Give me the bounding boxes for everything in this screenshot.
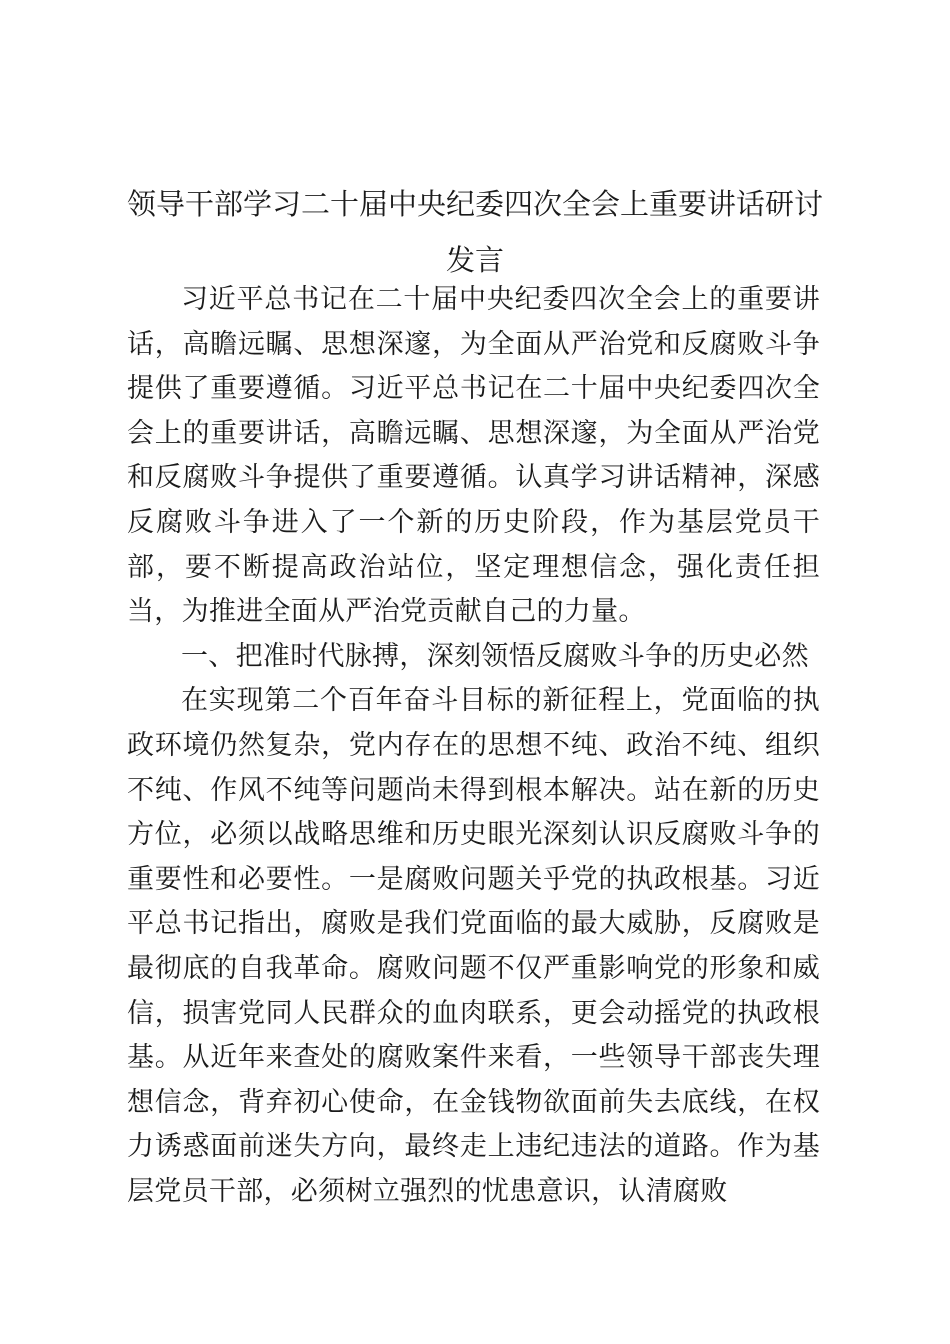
section-heading: 一、把准时代脉搏，深刻领悟反腐败斗争的历史必然 xyxy=(181,640,809,672)
document-body xyxy=(127,278,820,1214)
intro-paragraph: 习近平总书记在二十届中央纪委四次全会上的重要讲话，高瞻远瞩、思想深邃，为全面从严治党和反腐败斗争提供了重要遵循。习近平总书记在二十届中央纪委四次全会上的重要讲话，高瞻远瞩、思想深邃，为全面从严治党和反腐败斗争提供了重要遵循。认真学习讲话精神，深感反腐败斗争进入了一个新的历史阶段，作为基层党员干部，要不断提高政治站位，坚定理想信念，强化责任担当，为推进全面从严治党贡献自己的力量。 xyxy=(127,284,820,628)
document-title: 领导干部学习二十届中央纪委四次全会上重要讲话研讨发言 xyxy=(126,187,823,277)
section-paragraph: 在实现第二个百年奋斗目标的新征程上，党面临的执政环境仍然复杂，党内存在的思想不纯、政治不纯、组织不纯、作风不纯等问题尚未得到根本解决。站在新的历史方位，必须以战略思维和历史眼光深刻认识反腐败斗争的重要性和必要性。一是腐败问题关乎党的执政根基。习近平总书记指出，腐败是我们党面临的最大威胁，反腐败是最彻底的自我革命。腐败问题不仅严重影响党的形象和威信，损害党同人民群众的血肉联系，更会动摇党的执政根基。从近年来查处的腐败案件来看，一些领导干部丧失理想信念，背弃初心使命，在金钱物欲面前失去底线，在权力诱惑面前迷失方向，最终走上违纪违法的道路。作为基层党员干部，必须树立强烈的忧患意识，认清腐败 xyxy=(127,685,820,1207)
